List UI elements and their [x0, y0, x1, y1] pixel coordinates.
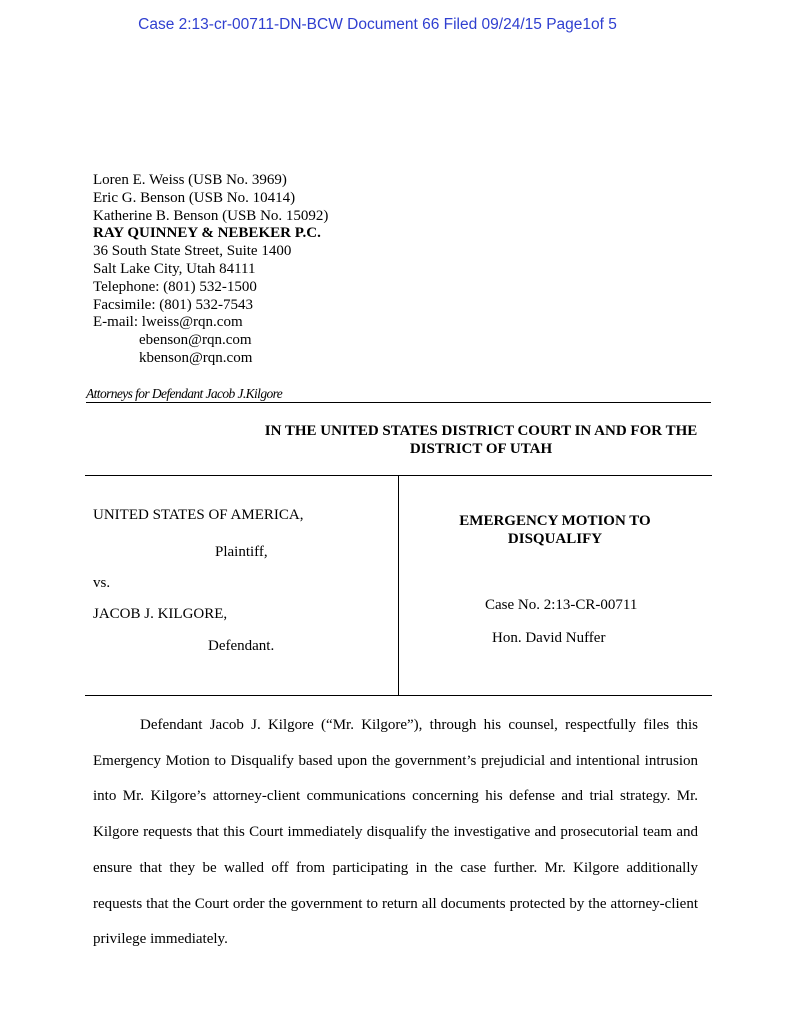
motion-body-paragraph: Defendant Jacob J. Kilgore (“Mr. Kilgore”), through his counsel, respectfully files this Emergency Motion to Disqualify based upon the government’s prejudicial and intentional intrusion into Mr. Kilgore’s attorney-client communications concerning his defense and trial strategy. Mr. Kilgore requests that this Court immediately disqualify the investigative and prosecutorial team and ensure that they be walled off from participating in the case further. Mr. Kilgore additionally requests that the Court order the government to return all documents protected by the attorney-client privilege immediately.: [93, 717, 698, 948]
email-tertiary: kbenson@rqn.com: [139, 349, 253, 366]
document-header-stamp: Case 2:13-cr-00711-DN-BCW Document 66 Filed 09/24/15 Page1of 5: [138, 16, 617, 33]
case-number: Case No. 2:13-CR-00711: [485, 597, 638, 613]
judge-name: Hon. David Nuffer: [492, 630, 606, 646]
law-firm-name: RAY QUINNEY & NEBEKER P.C.: [93, 225, 321, 242]
versus-label: vs.: [93, 575, 111, 591]
counsel-block: [93, 172, 328, 368]
motion-title: [420, 512, 690, 548]
caption-bottom-rule: [85, 695, 712, 696]
email-secondary: ebenson@rqn.com: [139, 332, 252, 349]
motion-title-line2: DISQUALIFY: [507, 531, 603, 547]
defendant-role: Defendant.: [208, 638, 275, 654]
attorney-name-3: Katherine B. Benson (USB No. 15092): [93, 207, 329, 224]
email-primary: E-mail: lweiss@rqn.com: [93, 314, 243, 331]
plaintiff-role: Plaintiff,: [215, 544, 268, 560]
firm-address-line1: 36 South State Street, Suite 1400: [93, 243, 292, 260]
attorney-name-1: Loren E. Weiss (USB No. 3969): [93, 172, 287, 188]
defendant-name: JACOB J. KILGORE,: [93, 606, 228, 622]
motion-title-line1: EMERGENCY MOTION TO: [459, 513, 651, 529]
plaintiff-name: UNITED STATES OF AMERICA,: [93, 507, 304, 523]
firm-telephone: Telephone: (801) 532-1500: [93, 278, 257, 295]
court-title-line2: DISTRICT OF UTAH: [409, 441, 553, 457]
firm-facsimile: Facsimile: (801) 532-7543: [93, 296, 253, 313]
court-title: [250, 422, 712, 458]
attorney-name-2: Eric G. Benson (USB No. 10414): [93, 189, 296, 206]
court-title-line1: IN THE UNITED STATES DISTRICT COURT IN AND FOR THE: [264, 423, 698, 439]
attorneys-for-line: Attorneys for Defendant Jacob J.Kilgore: [86, 386, 711, 403]
caption-divider: [398, 475, 399, 695]
firm-address-line2: Salt Lake City, Utah 84111: [93, 260, 256, 277]
